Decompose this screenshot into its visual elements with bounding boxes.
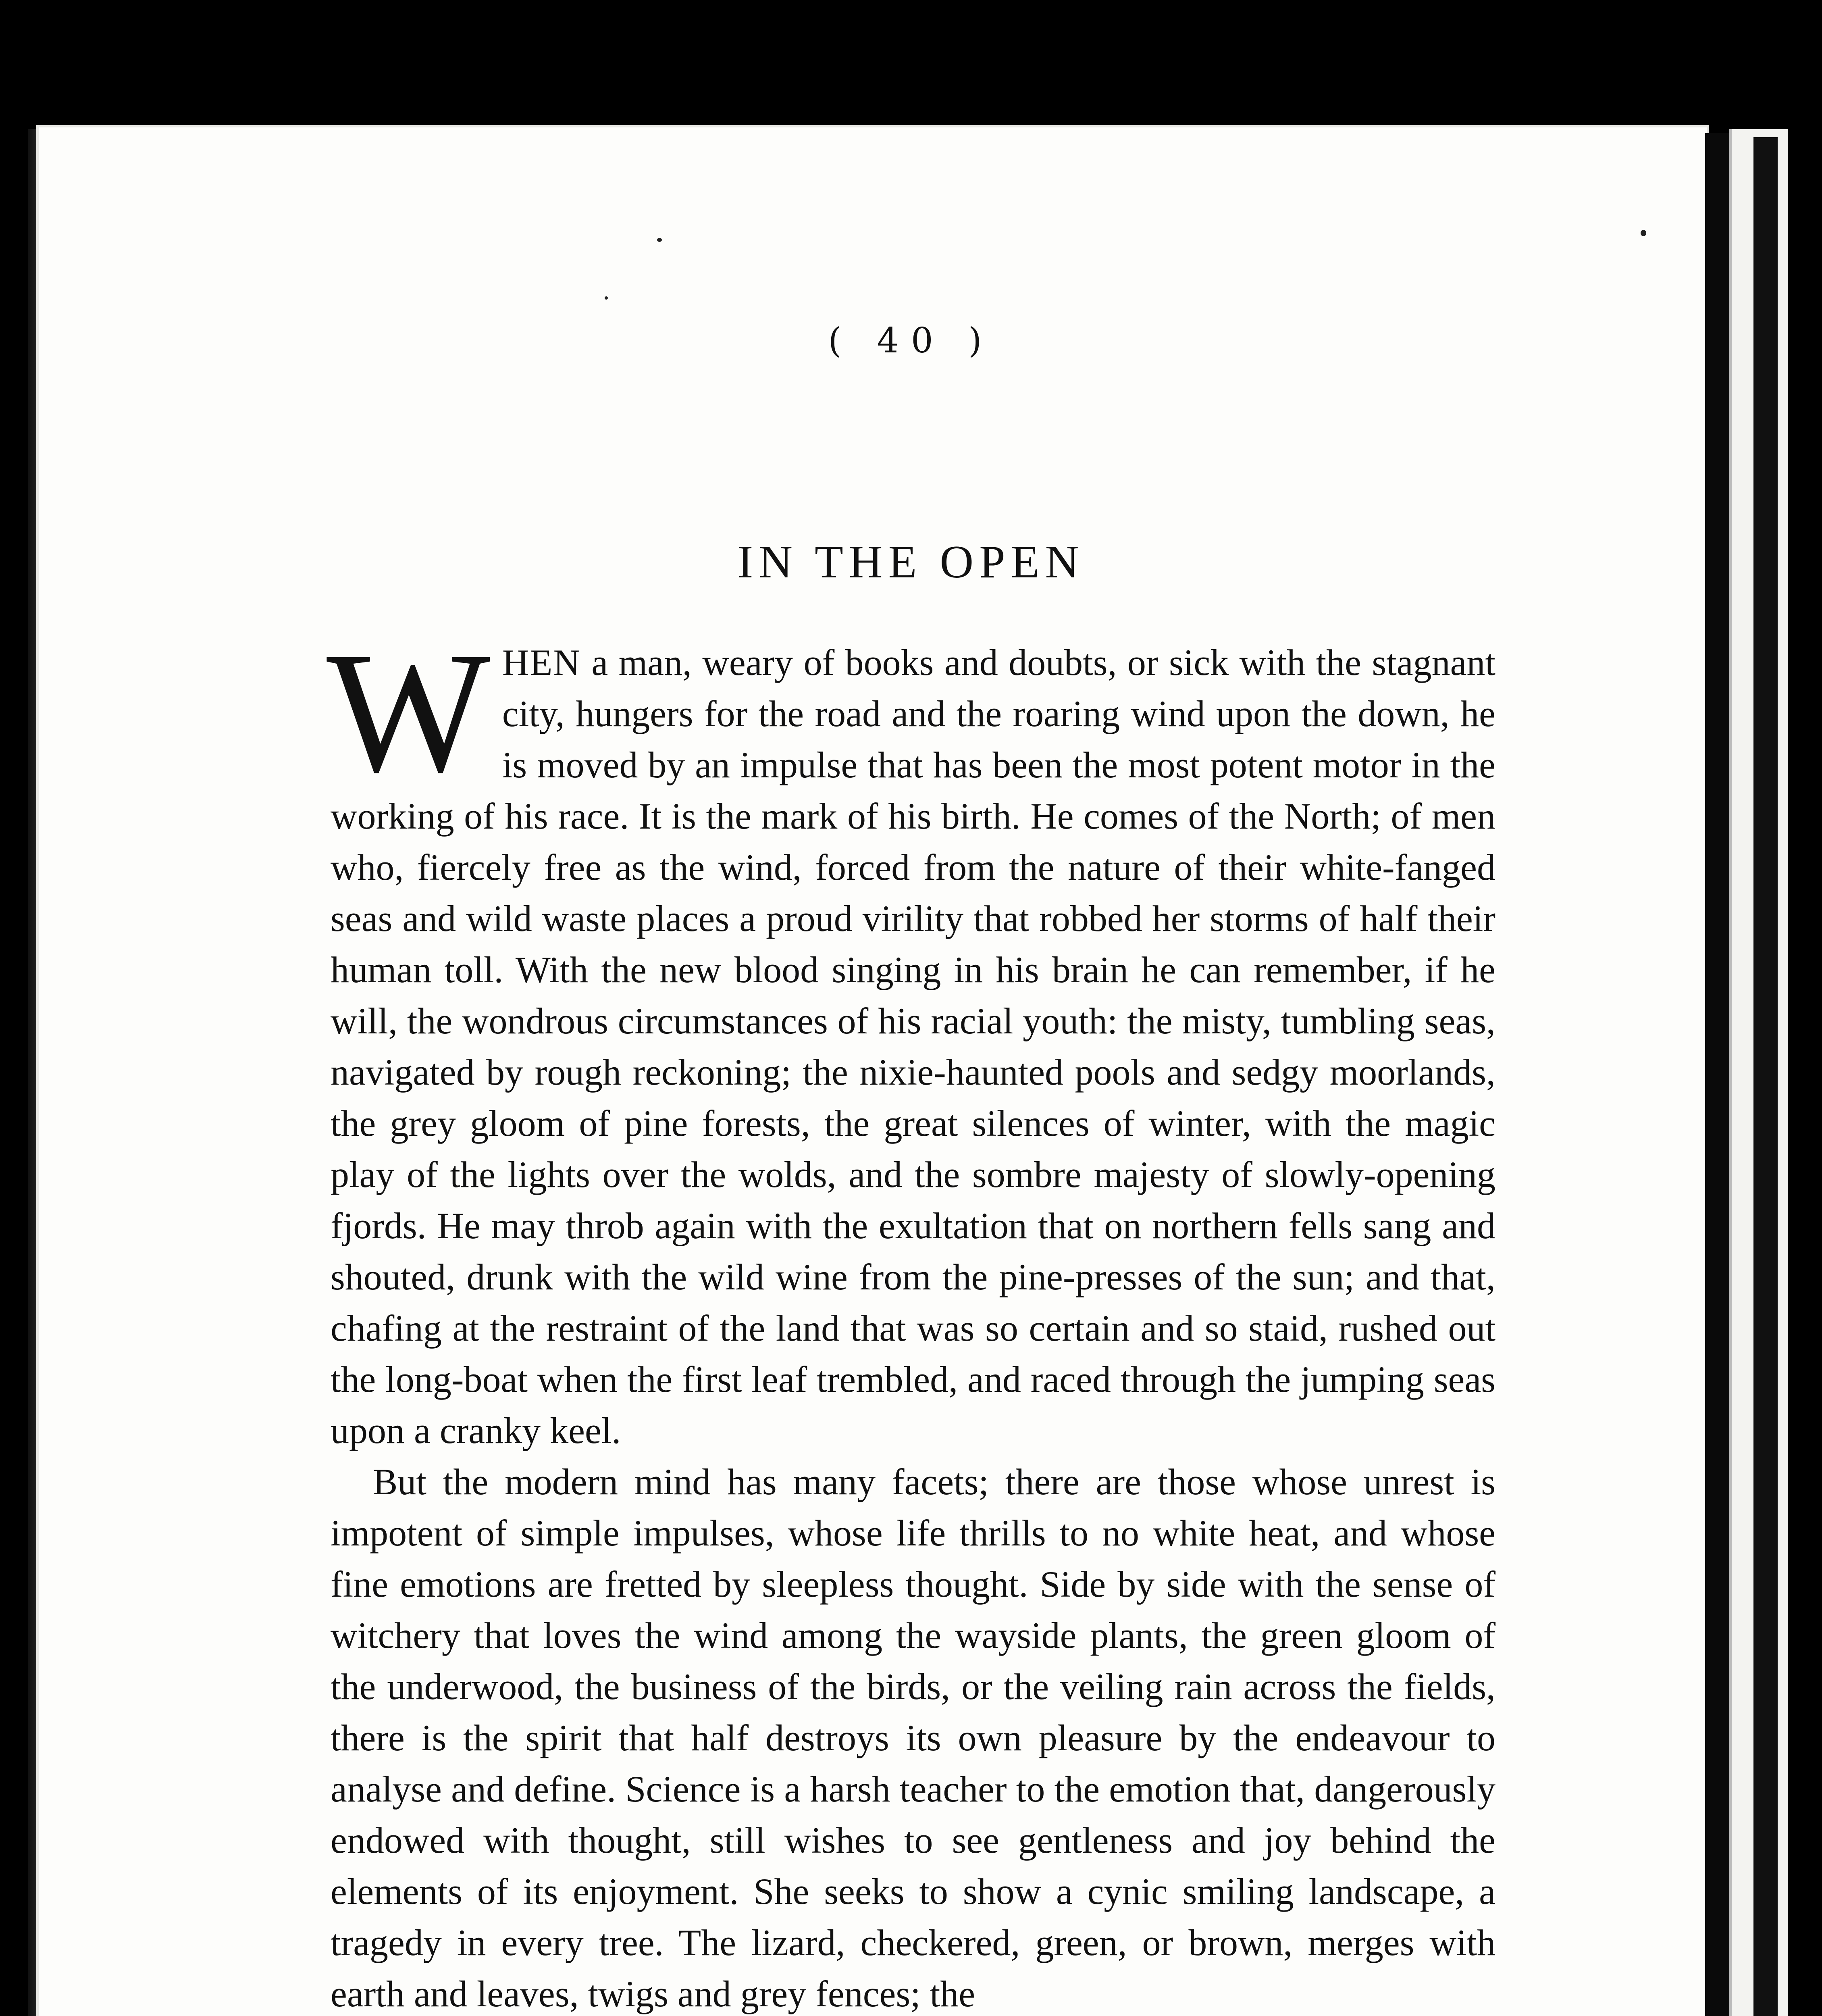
paragraph xyxy=(327,616,1495,1456)
body-text xyxy=(327,616,1495,2016)
chapter-heading: IN THE OPEN xyxy=(737,536,1085,588)
first-word-rest: HEN xyxy=(502,642,581,683)
next-leaf-shadow xyxy=(1753,137,1778,2016)
paragraph-text: a man, weary of books and doubts, or sick with the stagnant city, hungers for the road and the roaring wind upon the down, he is moved by an impulse that has been the most potent motor in the working of his race. It is the mark of his birth. He comes of the North; of men who, fiercely free as the wind, forced from the nature of their white-fanged seas and wild waste places a proud virility that robbed her storms of half their human toll. With the new blood singing in his brain he can remember, if he will, the wondrous circumstances of his racial youth: the misty, tumbling seas, navigated by rough reckoning; the nixie-haunted pools and sedgy moorlands, the grey gloom of pine forests, the great silences of winter, with the magic play of the lights over the wolds, and the sombre majesty of slowly-opening fjords. He may throb again with the exultation that on northern fells sang and shouted, drunk with the wild wine from the pine-presses of the sun; and that, chafing at the restraint of the land that was so certain and so staid, rushed out the long-boat when the first leaf trembled, and raced through the jumping seas upon a cranky keel. xyxy=(331,642,1495,1451)
drop-cap: W xyxy=(327,616,490,808)
dust-speck xyxy=(1641,230,1646,236)
paragraph: But the modern mind has many facets; there are those whose unrest is impotent of simple impulses, whose life thrills to no white heat, and whose fine emotions are fretted by sleepless thought. Side by side with the sense of witchery that loves the wind among the wayside plants, the green gloom of the underwood, the business of the birds, or the veiling rain across the fields, there is the spirit that half destroys its own pleasure by the endeavour to analyse and define. Science is a harsh teacher to the emotion that, dangerously endowed with thought, still wishes to see gentleness and joy behind the elements of its enjoyment. She seeks to show a cynic smiling landscape, a tragedy in every tree. The lizard, checkered, green, or brown, merges with earth and leaves, twigs and grey fences; the xyxy=(331,1461,1495,2014)
dust-speck xyxy=(605,296,608,300)
binding-shadow xyxy=(1705,133,1729,2016)
dust-speck xyxy=(657,238,662,242)
page-number: ( 40 ) xyxy=(828,321,994,361)
